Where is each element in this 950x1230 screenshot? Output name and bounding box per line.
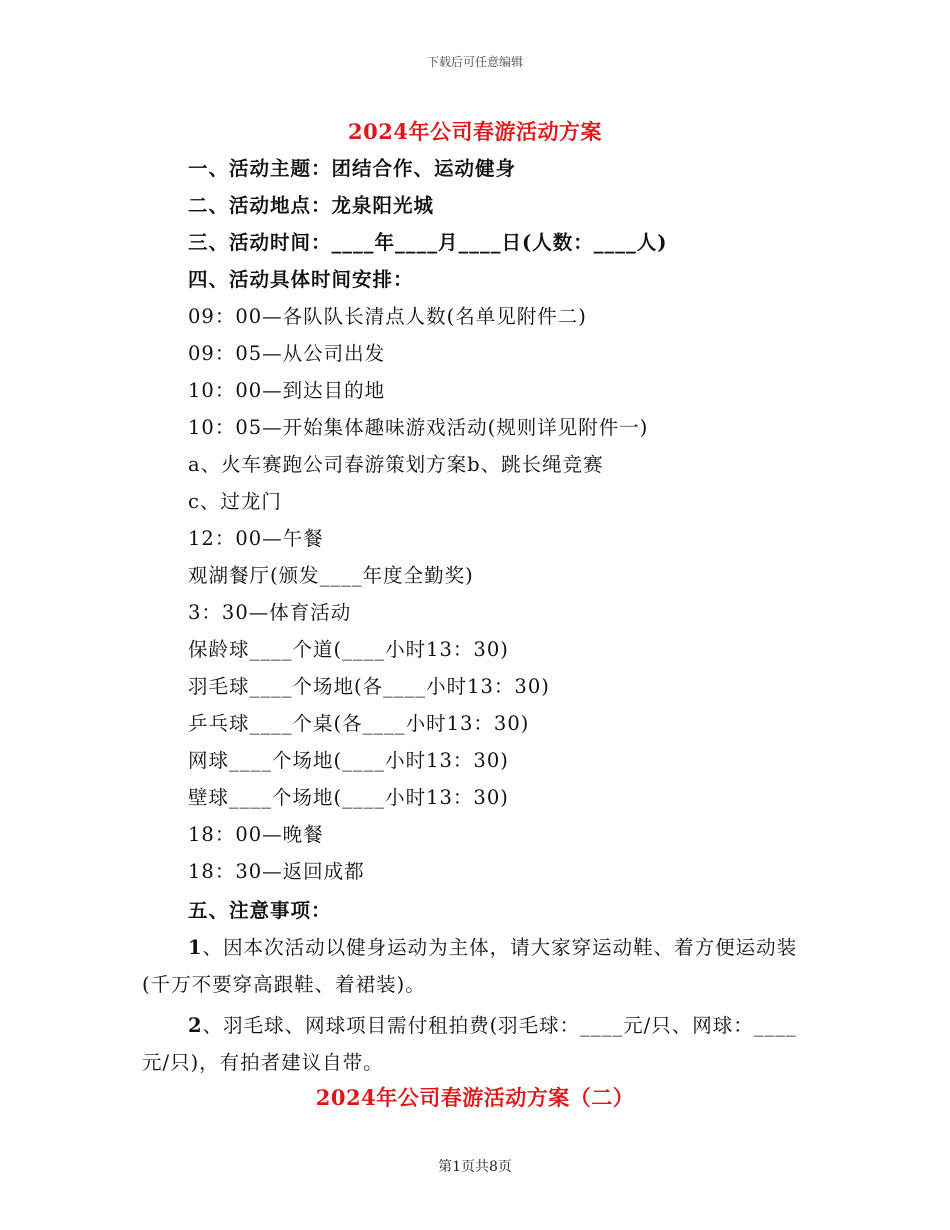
schedule-item: 乒乓球____个桌(各____小时13：30) bbox=[188, 712, 530, 735]
note-number: 2 bbox=[188, 1014, 203, 1037]
note-paragraph bbox=[142, 929, 810, 1003]
schedule-item: 3：30—体育活动 bbox=[188, 601, 352, 624]
note-number: 1 bbox=[188, 936, 203, 959]
note-text: 、羽毛球、网球项目需付租拍费(羽毛球：____元/只、网球：____元/只)，有拍者建议自带。 bbox=[142, 1014, 797, 1074]
schedule-item: 18：30—返回成都 bbox=[188, 860, 365, 883]
section-schedule-heading: 四、活动具体时间安排： bbox=[188, 268, 414, 291]
schedule-item: 10：05—开始集体趣味游戏活动(规则详见附件一) bbox=[188, 416, 649, 439]
schedule-item: 网球____个场地(____小时13：30) bbox=[188, 749, 509, 772]
schedule-item: 保龄球____个道(____小时13：30) bbox=[188, 638, 509, 661]
page-footer: 第1页共8页 bbox=[438, 1159, 512, 1175]
section-theme: 一、活动主题：团结合作、运动健身 bbox=[188, 157, 517, 180]
note-text: 、因本次活动以健身运动为主体，请大家穿运动鞋、着方便运动装(千万不要穿高跟鞋、着裙装)。 bbox=[142, 936, 798, 996]
schedule-item: 12：00—午餐 bbox=[188, 527, 324, 550]
section-time: 三、活动时间：____年____月____日(人数：____人) bbox=[188, 231, 668, 254]
note-paragraph bbox=[142, 1007, 810, 1081]
schedule-item: 09：05—从公司出发 bbox=[188, 342, 386, 365]
section-location: 二、活动地点：龙泉阳光城 bbox=[188, 194, 435, 217]
schedule-item: 羽毛球____个场地(各____小时13：30) bbox=[188, 675, 550, 698]
notes-heading: 五、注意事项： bbox=[188, 899, 332, 922]
schedule-item: 09：00—各队队长清点人数(名单见附件二) bbox=[188, 305, 587, 328]
schedule-item: c、过龙门 bbox=[188, 490, 282, 513]
schedule-item: a、火车赛跑公司春游策划方案b、跳长绳竞赛 bbox=[188, 453, 604, 476]
document-title: 2024年公司春游活动方案 bbox=[348, 119, 602, 144]
schedule-item: 10：00—到达目的地 bbox=[188, 379, 386, 402]
schedule-item: 观湖餐厅(颁发____年度全勤奖) bbox=[188, 564, 474, 587]
header-note: 下载后可任意编辑 bbox=[426, 55, 523, 69]
next-section-title: 2024年公司春游活动方案（二） bbox=[315, 1085, 635, 1110]
schedule-item: 壁球____个场地(____小时13：30) bbox=[188, 786, 509, 809]
schedule-item: 18：00—晚餐 bbox=[188, 823, 324, 846]
